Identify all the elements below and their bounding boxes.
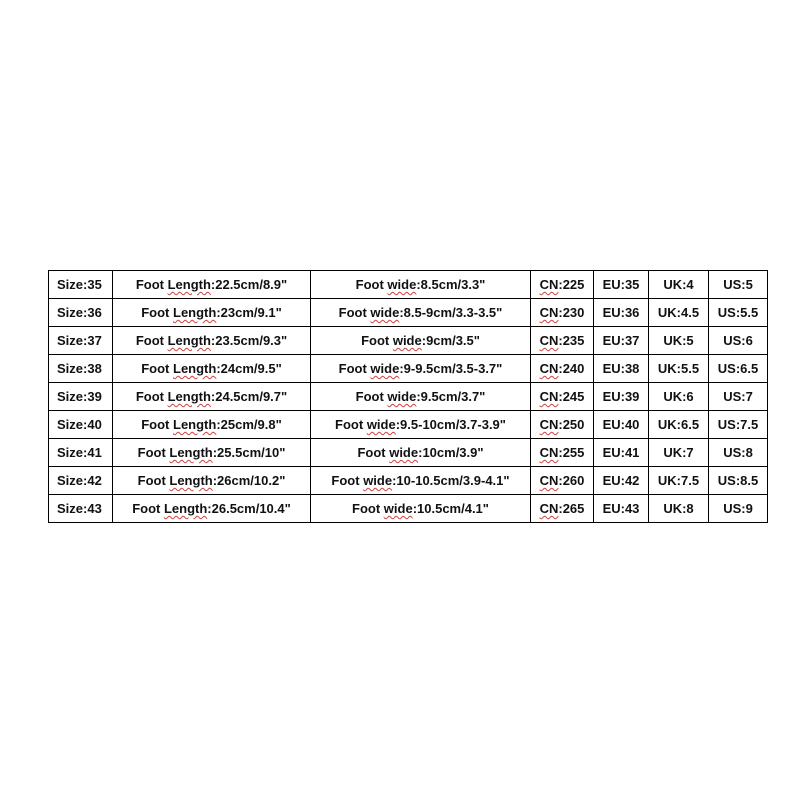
foot-length-cell: [113, 327, 311, 355]
size-cell: Size:38: [49, 355, 113, 383]
foot-wide-value: :9.5-10cm/3.7-3.9": [395, 417, 506, 432]
size-cell: Size:43: [49, 495, 113, 523]
foot-length-cell: [113, 299, 311, 327]
foot-wide-prefix: Foot: [357, 445, 390, 460]
cn-value: :240: [558, 361, 585, 376]
foot-length-prefix: Foot: [135, 333, 168, 348]
us-size-cell: US:5.5: [709, 299, 768, 327]
size-cell: Size:39: [49, 383, 113, 411]
foot-wide-prefix: Foot: [338, 305, 371, 320]
eu-size-cell: EU:37: [594, 327, 649, 355]
foot-wide-prefix: Foot: [352, 501, 384, 516]
uk-size-cell: UK:6.5: [649, 411, 709, 439]
foot-wide-word: wide: [387, 277, 417, 292]
size-cell: Size:40: [49, 411, 113, 439]
foot-wide-value: :8.5cm/3.3": [416, 277, 486, 292]
us-size-cell: US:7: [709, 383, 768, 411]
foot-wide-value: :8.5-9cm/3.3-3.5": [399, 305, 503, 320]
cn-value: :260: [558, 473, 585, 488]
foot-wide-value: :9.5cm/3.7": [416, 389, 486, 404]
us-size-cell: US:7.5: [709, 411, 768, 439]
foot-wide-word: wide: [392, 333, 422, 348]
size-cell: Size:42: [49, 467, 113, 495]
foot-wide-prefix: Foot: [335, 417, 367, 432]
foot-wide-word: wide: [389, 445, 419, 460]
cn-label: CN: [539, 361, 559, 376]
table-row: [49, 383, 768, 411]
us-size-cell: US:5: [709, 271, 768, 299]
foot-wide-cell: [311, 383, 531, 411]
cn-size-cell: [531, 439, 594, 467]
cn-value: :235: [558, 333, 585, 348]
foot-wide-prefix: Foot: [361, 333, 393, 348]
foot-length-prefix: Foot: [141, 361, 173, 376]
cn-value: :230: [558, 305, 585, 320]
cn-size-cell: [531, 327, 594, 355]
cn-label: CN: [539, 277, 559, 292]
us-size-cell: US:8: [709, 439, 768, 467]
table-row: [49, 495, 768, 523]
foot-length-cell: [113, 467, 311, 495]
foot-wide-cell: [311, 495, 531, 523]
foot-length-prefix: Foot: [137, 445, 170, 460]
size-cell: Size:36: [49, 299, 113, 327]
size-chart-body: [49, 271, 768, 523]
foot-wide-cell: [311, 411, 531, 439]
foot-length-value: :24cm/9.5": [216, 361, 282, 376]
cn-label: CN: [539, 501, 559, 516]
foot-wide-value: :9-9.5cm/3.5-3.7": [399, 361, 503, 376]
cn-label: CN: [539, 417, 559, 432]
foot-wide-value: :10cm/3.9": [418, 445, 484, 460]
uk-size-cell: UK:6: [649, 383, 709, 411]
cn-size-cell: [531, 467, 594, 495]
foot-wide-prefix: Foot: [355, 277, 388, 292]
foot-wide-prefix: Foot: [338, 361, 371, 376]
foot-length-value: :24.5cm/9.7": [210, 389, 288, 404]
foot-length-value: :25cm/9.8": [216, 417, 282, 432]
cn-size-cell: [531, 355, 594, 383]
foot-length-prefix: Foot: [137, 473, 170, 488]
eu-size-cell: EU:39: [594, 383, 649, 411]
size-cell: Size:35: [49, 271, 113, 299]
cn-size-cell: [531, 383, 594, 411]
cn-label: CN: [539, 305, 559, 320]
cn-size-cell: [531, 411, 594, 439]
foot-wide-value: :9cm/3.5": [421, 333, 480, 348]
foot-length-value: :22.5cm/8.9": [210, 277, 288, 292]
cn-label: CN: [539, 445, 559, 460]
foot-length-prefix: Foot: [135, 389, 168, 404]
foot-length-cell: [113, 495, 311, 523]
cn-value: :225: [558, 277, 585, 292]
foot-wide-value: :10.5cm/4.1": [412, 501, 489, 516]
eu-size-cell: EU:35: [594, 271, 649, 299]
cn-label: CN: [539, 333, 559, 348]
foot-length-word: Length: [163, 501, 208, 516]
table-row: [49, 271, 768, 299]
uk-size-cell: UK:5: [649, 327, 709, 355]
table-row: [49, 327, 768, 355]
eu-size-cell: EU:40: [594, 411, 649, 439]
foot-wide-word: wide: [383, 501, 413, 516]
foot-length-cell: [113, 439, 311, 467]
us-size-cell: US:6.5: [709, 355, 768, 383]
foot-wide-cell: [311, 355, 531, 383]
foot-wide-prefix: Foot: [331, 473, 364, 488]
foot-wide-cell: [311, 271, 531, 299]
uk-size-cell: UK:7.5: [649, 467, 709, 495]
foot-length-value: :23.5cm/9.3": [210, 333, 288, 348]
foot-wide-prefix: Foot: [355, 389, 388, 404]
table-row: [49, 411, 768, 439]
foot-length-value: :26cm/10.2": [212, 473, 286, 488]
foot-length-word: Length: [173, 305, 217, 320]
cn-size-cell: [531, 271, 594, 299]
foot-wide-cell: [311, 439, 531, 467]
table-row: [49, 467, 768, 495]
size-chart-table: [48, 270, 768, 523]
foot-length-value: :25.5cm/10": [212, 445, 286, 460]
foot-length-word: Length: [169, 445, 213, 460]
uk-size-cell: UK:8: [649, 495, 709, 523]
foot-wide-word: wide: [366, 417, 396, 432]
foot-wide-word: wide: [363, 473, 393, 488]
uk-size-cell: UK:4: [649, 271, 709, 299]
eu-size-cell: EU:38: [594, 355, 649, 383]
table-row: [49, 439, 768, 467]
foot-length-value: :23cm/9.1": [216, 305, 282, 320]
eu-size-cell: EU:41: [594, 439, 649, 467]
foot-length-cell: [113, 355, 311, 383]
size-cell: Size:37: [49, 327, 113, 355]
us-size-cell: US:6: [709, 327, 768, 355]
uk-size-cell: UK:5.5: [649, 355, 709, 383]
foot-wide-cell: [311, 299, 531, 327]
foot-wide-cell: [311, 327, 531, 355]
foot-length-prefix: Foot: [132, 501, 164, 516]
foot-length-word: Length: [173, 417, 217, 432]
cn-label: CN: [539, 473, 559, 488]
cn-size-cell: [531, 299, 594, 327]
eu-size-cell: EU:42: [594, 467, 649, 495]
us-size-cell: US:9: [709, 495, 768, 523]
foot-length-cell: [113, 383, 311, 411]
foot-wide-word: wide: [370, 305, 400, 320]
foot-length-value: :26.5cm/10.4": [207, 501, 291, 516]
uk-size-cell: UK:7: [649, 439, 709, 467]
table-row: [49, 299, 768, 327]
eu-size-cell: EU:36: [594, 299, 649, 327]
size-cell: Size:41: [49, 439, 113, 467]
foot-length-prefix: Foot: [141, 417, 173, 432]
foot-length-word: Length: [167, 333, 211, 348]
cn-value: :245: [558, 389, 585, 404]
foot-length-word: Length: [173, 361, 217, 376]
foot-wide-cell: [311, 467, 531, 495]
foot-length-word: Length: [167, 389, 211, 404]
uk-size-cell: UK:4.5: [649, 299, 709, 327]
foot-length-cell: [113, 411, 311, 439]
us-size-cell: US:8.5: [709, 467, 768, 495]
cn-value: :255: [558, 445, 585, 460]
table-row: [49, 355, 768, 383]
cn-value: :250: [558, 417, 585, 432]
foot-length-word: Length: [169, 473, 213, 488]
foot-length-cell: [113, 271, 311, 299]
cn-size-cell: [531, 495, 594, 523]
foot-length-prefix: Foot: [141, 305, 173, 320]
foot-wide-word: wide: [387, 389, 417, 404]
foot-length-prefix: Foot: [135, 277, 168, 292]
cn-label: CN: [539, 389, 559, 404]
foot-wide-word: wide: [370, 361, 400, 376]
foot-wide-value: :10-10.5cm/3.9-4.1": [392, 473, 510, 488]
foot-length-word: Length: [167, 277, 211, 292]
eu-size-cell: EU:43: [594, 495, 649, 523]
cn-value: :265: [558, 501, 585, 516]
